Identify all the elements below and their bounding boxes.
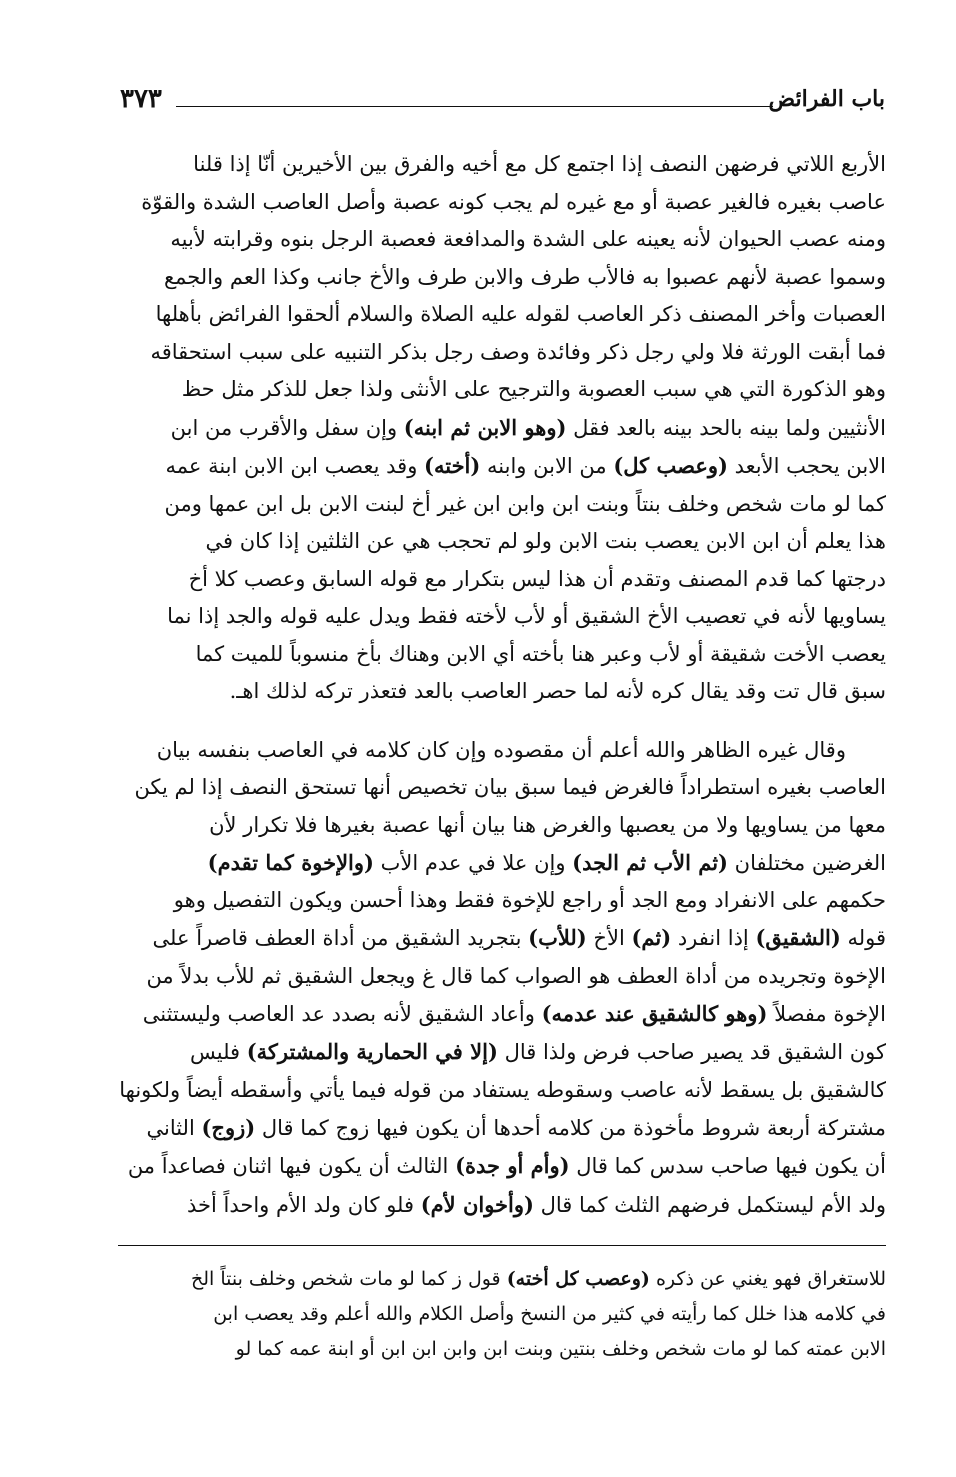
- paragraph-2: [118, 732, 886, 1224]
- text-line: [118, 1033, 886, 1071]
- footnote: [118, 1262, 886, 1367]
- page-number: ٣٧٣: [120, 84, 162, 114]
- paragraph-1: [118, 146, 886, 711]
- matn-quote: (للأب): [528, 925, 587, 951]
- text-run: ولد الأم ليستكمل فرضهم الثلث كما قال: [533, 1192, 886, 1217]
- matn-quote: (وأخوان لأم): [420, 1191, 534, 1217]
- text-line: وهو الذكورة التي هي سبب العصوبة والترجيح على الأنثى ولذا جعل للذكر مثل حظ: [181, 377, 886, 401]
- text-line: ومنه عصب الحيوان لأنه يعينه على الشدة والمدافعة فعصبة الرجل بنوه وقرابته لأبيه: [170, 227, 886, 251]
- text-line: [118, 844, 886, 882]
- text-run: قول ز كما لو مات شخص وخلف بنتاً الخ: [190, 1268, 507, 1290]
- text-run: الثالث أن يكون فيها اثنان فصاعداً من: [127, 1154, 456, 1179]
- matn-quote: (أخته): [424, 453, 481, 478]
- text-run: وقد يعصب ابن الابن ابنة عمه: [165, 454, 425, 478]
- matn-quote: (وعصب كل): [613, 453, 728, 478]
- text-line: كالشقيق بل يسقط لأنه عاصب وسقوطه يستفاد من قوله فيما يأتي وأسقطه أيضاً ولكونها: [119, 1077, 886, 1102]
- header-rule: [176, 106, 773, 107]
- text-run: قوله: [840, 926, 886, 951]
- matn-quote: (إلا في الحمارية والمشتركة): [246, 1039, 498, 1065]
- text-line: يساويها لأنه في تعصيب الأخ الشقيق أو لأب لأخته فقط ويدل عليه قوله والجد إذا نما: [167, 604, 886, 628]
- footnote-line: الابن عمته كما لو مات شخص وخلف بنتين وبنت ابن وابن ابن ابن أو ابنة عمه كما لو: [235, 1338, 886, 1360]
- text-line: يعصب الأخت شقيقة أو لأب وعبر هنا بأخته أي الابن وهناك بأخ منسوباً للميت كما: [195, 641, 886, 666]
- text-run: الثاني: [146, 1115, 202, 1140]
- text-line: الإخوة وتجريده من أداة العطف هو الصواب كما قال غ ويجعل الشقيق ثم للأب بدلاً من: [146, 963, 886, 988]
- text-run: وإن علا في عدم الأب: [373, 850, 573, 875]
- matn-quote: (وعصب كل أخته): [506, 1268, 650, 1290]
- matn-quote: (وهو كالشقيق عند عدمه): [541, 1001, 768, 1027]
- footnote-line: [118, 1262, 886, 1297]
- text-line: معها من يساويها ولا من يعصبها والغرض هنا بيان أنها عصبة بغيرها فلا تكرار لأن: [209, 812, 886, 837]
- text-line: فما أبقت الورثة فلا ولي رجل ذكر وفائدة وصف رجل بذكر التنبيه على سبب استحقاقه: [150, 339, 886, 364]
- text-line: [118, 409, 886, 448]
- matn-quote: (ثم الأب ثم الجد): [572, 849, 728, 875]
- text-run: فلو كان ولد الأم واحداً أخذ: [186, 1192, 421, 1217]
- matn-quote: (وأم أو جدة): [455, 1153, 570, 1179]
- text-line: وسموا عصبة لأنهم عصبوا به فالأب طرف والابن طرف والأخ جانب وكذا العم والجمع: [163, 264, 886, 289]
- matn-quote: (ثم): [631, 925, 672, 951]
- text-run: مشتركة أربعة شروط مأخوذة من كلامه أحدها أن يكون فيها زوج كما قال: [255, 1115, 886, 1140]
- text-run: وإن سفل والأقرب من ابن: [170, 415, 404, 440]
- text-line: الأربع اللاتي فرضهن النصف إذا اجتمع كل مع أخيه والفرق بين الأخيرين أنّا إذا قلنا: [193, 152, 886, 176]
- text-line: سبق قال تت وقد يقال كره لأنه لما حصر العاصب بالعد فتعذر تركه لذلك اهـ.: [229, 679, 886, 703]
- matn-quote: (الشقيق): [755, 925, 841, 951]
- text-run: الإخوة مفصلاً: [767, 1002, 886, 1027]
- chapter-title: باب الفرائض: [768, 86, 885, 112]
- text-run: للاستغراق فهو يغني عن ذكره: [649, 1268, 886, 1290]
- text-run: أن يكون فيها صاحب سدس كما قال: [569, 1154, 886, 1179]
- text-run: من الابن وابنه: [480, 454, 614, 478]
- text-line: حكمهم على الانفراد ومع الجد أو راجع للإخوة فقط وهذا أحسن ويكون التفصيل وهو: [173, 888, 886, 913]
- text-line: هذا يعلم أن ابن الابن يعصب بنت الابن ولو لم تحجب هي عن الثلثين إذا كان في: [205, 529, 886, 553]
- footnote-separator: [118, 1245, 886, 1246]
- text-run: الأنثيين ولما بينه بالحد بينه بالعد فقل: [566, 415, 886, 440]
- text-line: [118, 919, 886, 957]
- text-line: [118, 732, 886, 769]
- text-line: [118, 447, 886, 486]
- text-run: إذا انفرد: [671, 926, 756, 951]
- text-run: فليس: [189, 1040, 247, 1065]
- matn-quote: (والإخوة كما تقدم): [207, 849, 374, 875]
- text-run: كون الشقيق قد يصير صاحب فرض ولذا قال: [497, 1040, 886, 1065]
- text-line: [118, 995, 886, 1033]
- text-line: كما لو مات شخص وخلف بنتاً وبنت ابن وابن ابن غير أخ لبنت الابن بل ابن عمها ومن: [164, 491, 886, 516]
- text-line: عاصب بغيره فالغير عصبة أو مع غيره لم يجب كونه عصبة وأصل العاصب الشدة والقوّة: [141, 189, 886, 214]
- matn-quote: (وهو الابن ثم ابنه): [403, 414, 567, 440]
- text-line: العاصب بغيره استطراداً فالغرض فيما سبق بيان تخصيص أنها تستحق النصف إذا لم يكن: [134, 775, 886, 800]
- page-header: [120, 84, 885, 124]
- text-line: العصبات وأخر المصنف ذكر العاصب لقوله عليه الصلاة والسلام ألحقوا الفرائض بأهلها: [155, 302, 886, 326]
- text-run: الأخ: [586, 926, 632, 951]
- text-run: بتجريد الشقيق من أداة العطف قاصراً على: [152, 926, 529, 951]
- text-line: [118, 1147, 886, 1185]
- matn-quote: (زوج): [201, 1114, 256, 1140]
- text-run: الغرضين مختلفان: [728, 850, 886, 875]
- footnote-line: في كلامه هذا خلل كما رأيته في كثير من النسخ وأصل الكلام والله أعلم وقد يعصب ابن: [213, 1303, 886, 1325]
- text-line: درجتها كما قدم المصنف وتقدم أن هذا ليس بتكرار مع قوله السابق وعصب كلا أخ: [188, 566, 886, 591]
- text-line: [118, 1186, 886, 1224]
- text-run: الابن يحجب الأبعد: [727, 454, 886, 478]
- text-line: [118, 1109, 886, 1147]
- text-run: وقال غيره الظاهر والله أعلم أن مقصوده وإن كان كلامه في العاصب بنفسه بيان: [156, 738, 846, 762]
- text-run: وأعاد الشقيق لأنه بصدد عد العاصب وليستثنى: [142, 1002, 542, 1027]
